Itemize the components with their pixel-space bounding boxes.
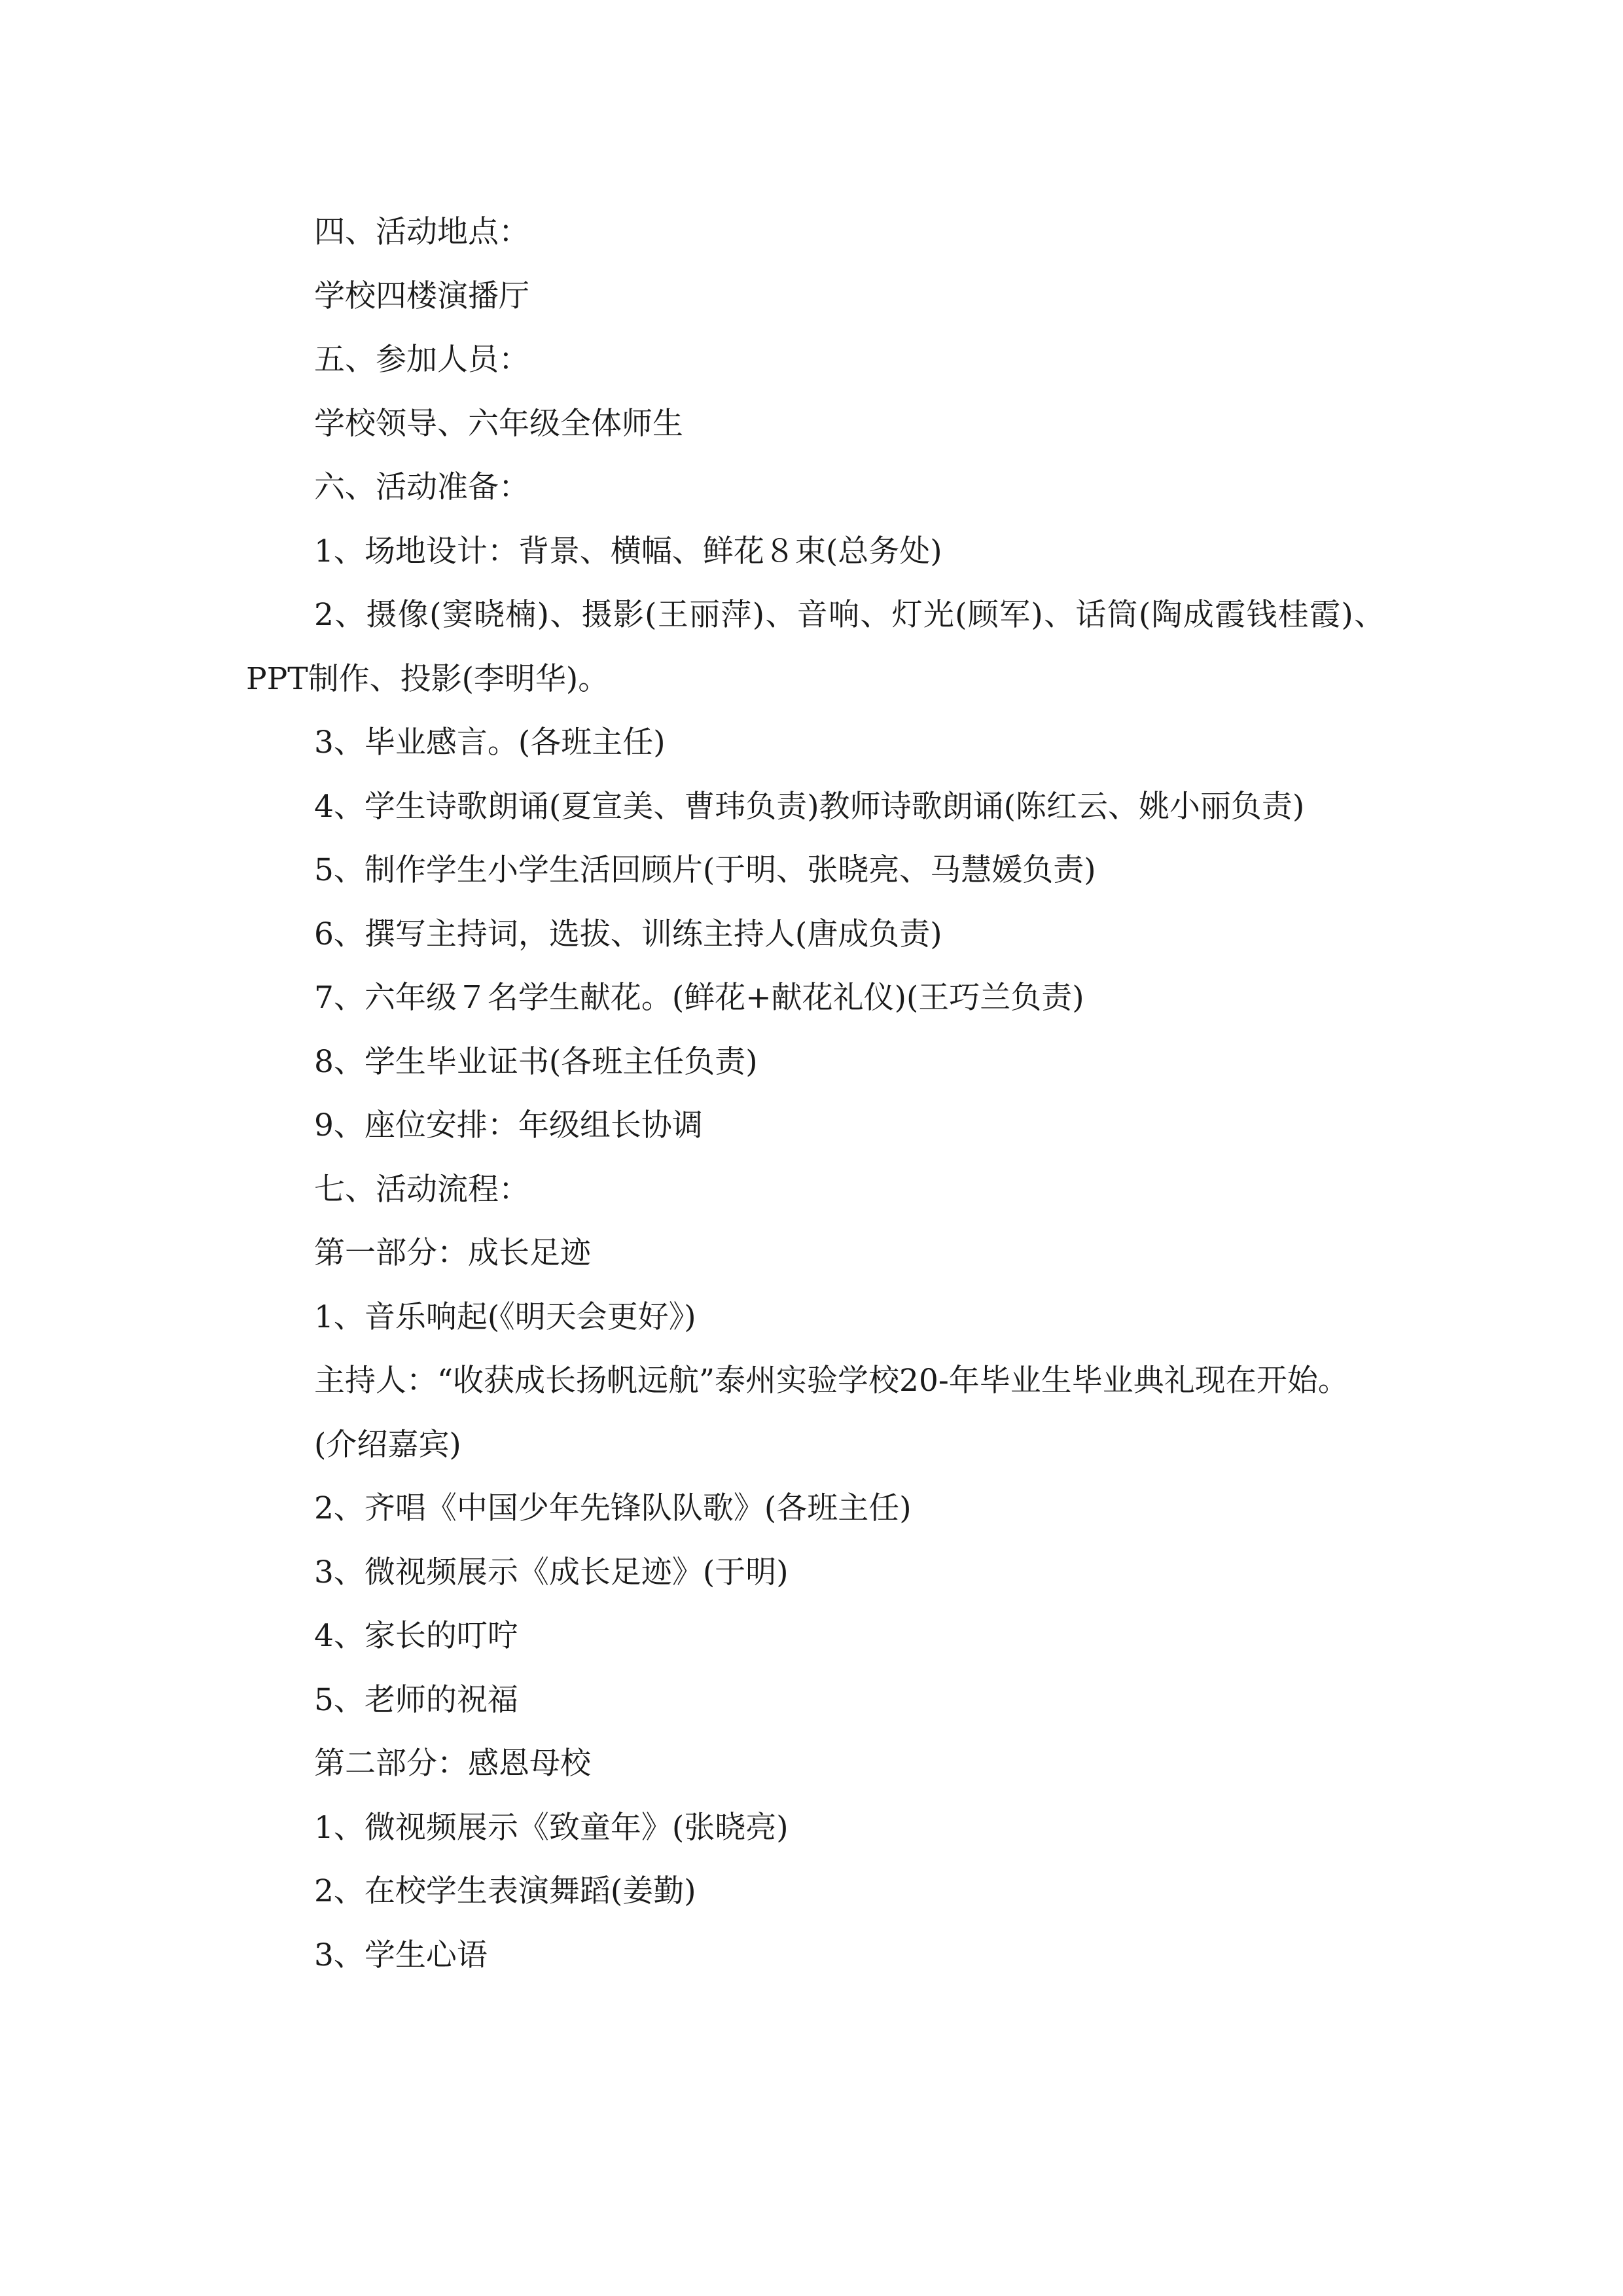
part-one-item-1: 1、音乐响起(《明天会更好》) [314,1299,696,1335]
prep-item-9: 9、座位安排：年级组长协调 [314,1107,703,1143]
part-two-item-2: 2、在校学生表演舞蹈(姜勤) [314,1873,696,1909]
prep-item-4: 4、学生诗歌朗诵(夏宣美、曹玮负责)教师诗歌朗诵(陈红云、姚小丽负责) [314,788,1305,825]
section-heading-participants: 五、参加人员： [314,342,529,378]
part-one-heading: 第一部分：成长足迹 [314,1235,591,1271]
paragraph-location: 学校四楼演播厅 [314,278,529,314]
part-two-item-1: 1、微视频展示《致童年》(张晓亮) [314,1809,789,1846]
prep-item-7: 7、六年级７名学生献花。(鲜花+献花礼仪)(王巧兰负责) [314,980,1084,1016]
introduce-guests: (介绍嘉宾) [314,1426,461,1463]
paragraph-participants: 学校领导、六年级全体师生 [314,405,683,442]
part-one-item-3: 3、微视频展示《成长足迹》(于明) [314,1554,789,1590]
part-two-heading: 第二部分：感恩母校 [314,1746,591,1782]
section-heading-preparation: 六、活动准备： [314,469,529,505]
prep-item-8: 8、学生毕业证书(各班主任负责) [314,1043,758,1080]
section-heading-location: 四、活动地点： [314,214,529,250]
host-speech: 主持人：“收获成长扬帆远航”泰州实验学校20-年毕业生毕业典礼现在开始。 [314,1363,1349,1399]
prep-item-2: 2、摄像(窦晓楠)、摄影(王丽萍)、音响、灯光(顾军)、话筒(陶成霞钱桂霞)、PPT制作、投影(李明华)。 [246,597,1385,697]
part-one-item-4: 4、家长的叮咛 [314,1618,518,1654]
prep-item-1: 1、场地设计：背景、横幅、鲜花８束(总务处) [314,533,942,569]
part-one-item-5: 5、老师的祝福 [314,1681,518,1718]
prep-item-3: 3、毕业感言。(各班主任) [314,725,666,761]
section-heading-process: 七、活动流程： [314,1171,529,1208]
prep-item-5: 5、制作学生小学生活回顾片(于明、张晓亮、马慧媛负责) [314,852,1096,888]
part-one-item-2: 2、齐唱《中国少年先锋队队歌》(各班主任) [314,1490,912,1526]
part-two-item-3: 3、学生心语 [314,1937,488,1973]
prep-item-6: 6、撰写主持词，选拔、训练主持人(唐成负责) [314,916,942,952]
document-body [246,200,1385,1987]
